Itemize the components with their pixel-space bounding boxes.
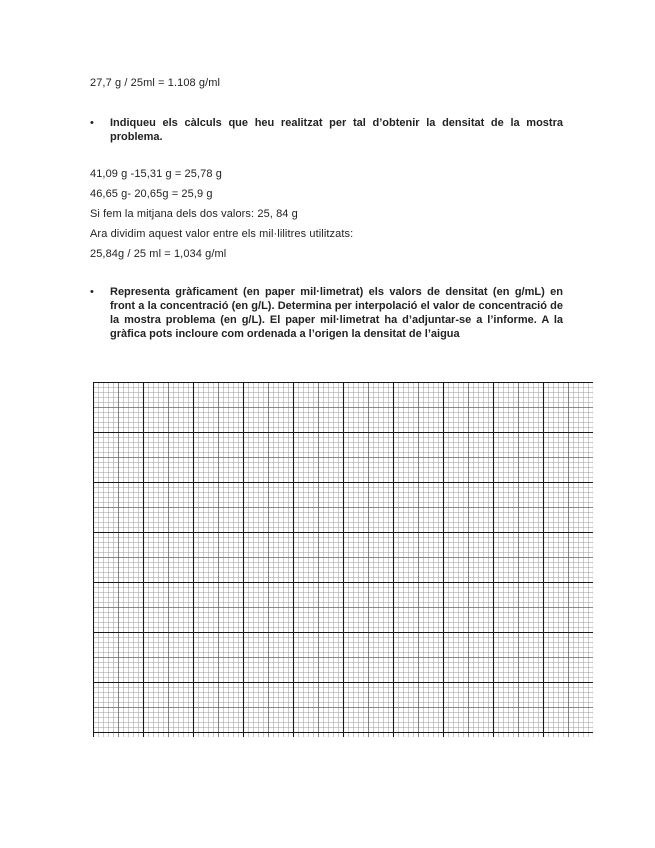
graph-paper bbox=[93, 382, 593, 737]
bullet-density-calculation bbox=[90, 116, 563, 144]
bullet-text: Indiqueu els càlculs que heu realitzat per tal d’obtenir la densitat de la mostra problema. bbox=[110, 117, 563, 143]
bullet-marker: • bbox=[90, 117, 94, 129]
calc-line-4: Ara dividim aquest valor entre els mil·lilitres utilitzats: bbox=[90, 228, 354, 240]
calc-line-2: 46,65 g- 20,65g = 25,9 g bbox=[90, 188, 213, 200]
calc-result-line: 27,7 g / 25ml = 1.108 g/ml bbox=[90, 77, 221, 89]
bullet-graph-instructions bbox=[90, 285, 563, 341]
calc-line-1: 41,09 g -15,31 g = 25,78 g bbox=[90, 168, 222, 180]
bullet-marker: • bbox=[90, 286, 94, 298]
grid-lines-major bbox=[93, 382, 593, 737]
calc-line-3: Si fem la mitjana dels dos valors: 25, 84 g bbox=[90, 208, 298, 220]
bullet-text: Representa gràficament (en paper mil·limetrat) els valors de densitat (en g/mL) en front a la concentració (en g/L). Determina per interpolació el valor de concentració de la mostra problema (en g/L). El paper mil·limetrat ha d’adjuntar-se a l’informe. A la gràfica pots incloure com ordenada a l’origen la densitat de l’aigua bbox=[110, 286, 563, 340]
calc-line-5: 25,84g / 25 ml = 1,034 g/ml bbox=[90, 248, 227, 260]
